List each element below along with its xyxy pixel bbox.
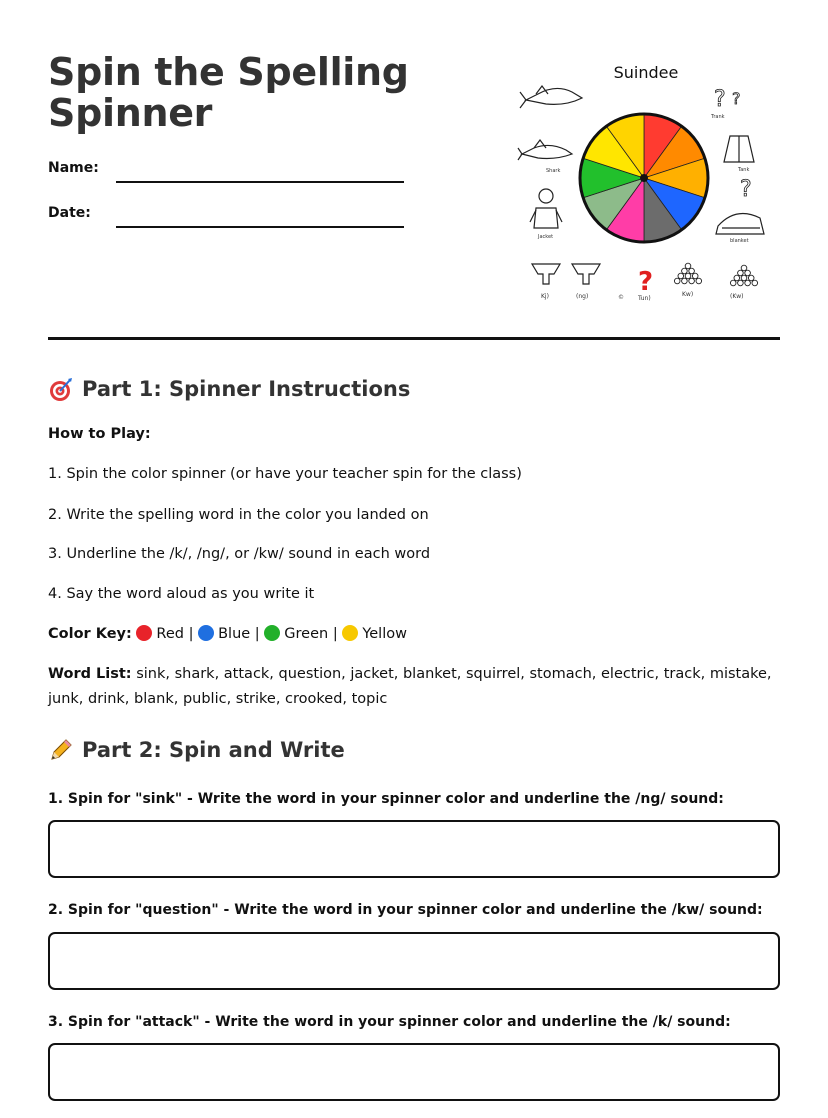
pencil-icon — [48, 737, 74, 763]
question-1: 1. Spin for "sink" - Write the word in your spinner color and underline the /ng/ sound: — [48, 791, 724, 807]
trank-caption: Trank — [711, 114, 725, 120]
illustration-heading: Suindee — [613, 63, 679, 82]
color-key: Color Key: Red | Blue | Green | Yellow — [48, 626, 407, 642]
step-4: 4. Say the word aloud as you write it — [48, 586, 315, 602]
question-3: 3. Spin for "attack" - Write the word in your spinner color and underline the /k/ sound: — [48, 1014, 731, 1030]
question-icon: ? — [732, 89, 741, 108]
shark-icon — [520, 86, 582, 108]
word-list-label: Word List: — [48, 666, 132, 682]
person-icon — [530, 189, 562, 228]
color-key-label: Color Key: — [48, 626, 132, 642]
color-yellow: Yellow — [362, 626, 407, 642]
how-to-play-label: How to Play: — [48, 426, 151, 442]
shark-caption: Shark — [546, 168, 561, 174]
name-label: Name: — [48, 160, 99, 176]
tun-caption: Tun) — [638, 295, 651, 302]
kj-caption: Kj) — [541, 293, 549, 300]
color-green: Green — [284, 626, 329, 642]
yellow-circle-icon — [342, 625, 358, 641]
part2-title: Part 2: Spin and Write — [82, 738, 345, 762]
step-2: 2. Write the spelling word in the color you landed on — [48, 507, 429, 523]
section-divider — [48, 337, 780, 340]
color-red: Red — [156, 626, 184, 642]
word-list-text: sink, shark, attack, question, jacket, blanket, squirrel, stomach, electric, track, mistake, junk, drink, blank, public, strike, crooked, topic — [48, 666, 772, 707]
blanket-icon — [716, 214, 764, 235]
pebbles-icon — [674, 263, 701, 284]
wheel-hub — [640, 174, 648, 182]
step-3: 3. Underline the /k/, /ng/, or /kw/ sound in each word — [48, 546, 431, 562]
color-blue: Blue — [218, 626, 251, 642]
copyright-mark: © — [618, 294, 624, 301]
ng-caption: (ng) — [576, 293, 589, 300]
kw-caption-2: (Kw) — [730, 293, 744, 300]
target-icon — [48, 376, 74, 402]
answer-box-2[interactable] — [48, 932, 780, 990]
funnel-icon — [572, 264, 600, 284]
part1-title: Part 1: Spinner Instructions — [82, 377, 411, 401]
part2-heading — [48, 737, 345, 763]
funnel-icon — [532, 264, 560, 284]
part1-heading — [48, 376, 410, 402]
page-title: Spin the Spelling Spinner — [48, 50, 409, 135]
red-question-icon: ? — [638, 267, 654, 297]
step-1: 1. Spin the color spinner (or have your teacher spin for the class) — [48, 466, 522, 482]
question-2: 2. Spin for "question" - Write the word in your spinner color and underline the /kw/ sound: — [48, 902, 763, 918]
green-circle-icon — [264, 625, 280, 641]
blue-circle-icon — [198, 625, 214, 641]
date-field[interactable] — [116, 226, 404, 228]
red-circle-icon — [136, 625, 152, 641]
answer-box-3[interactable] — [48, 1043, 780, 1101]
name-field[interactable] — [116, 181, 404, 183]
kw-caption: Kw) — [682, 291, 694, 298]
word-list — [48, 662, 783, 712]
question-icon: ? — [714, 87, 726, 112]
spinner-illustration — [516, 58, 776, 308]
date-label: Date: — [48, 205, 91, 221]
shark-icon — [518, 140, 572, 160]
tank-caption: Tank — [738, 167, 750, 173]
blanket-caption: blanket — [730, 238, 749, 244]
color-wheel — [580, 114, 708, 242]
jacket-icon — [724, 136, 754, 162]
question-icon: ? — [740, 177, 752, 202]
answer-box-1[interactable] — [48, 820, 780, 878]
pebbles-icon — [730, 265, 757, 286]
jacket-caption: Jacket — [538, 234, 554, 240]
